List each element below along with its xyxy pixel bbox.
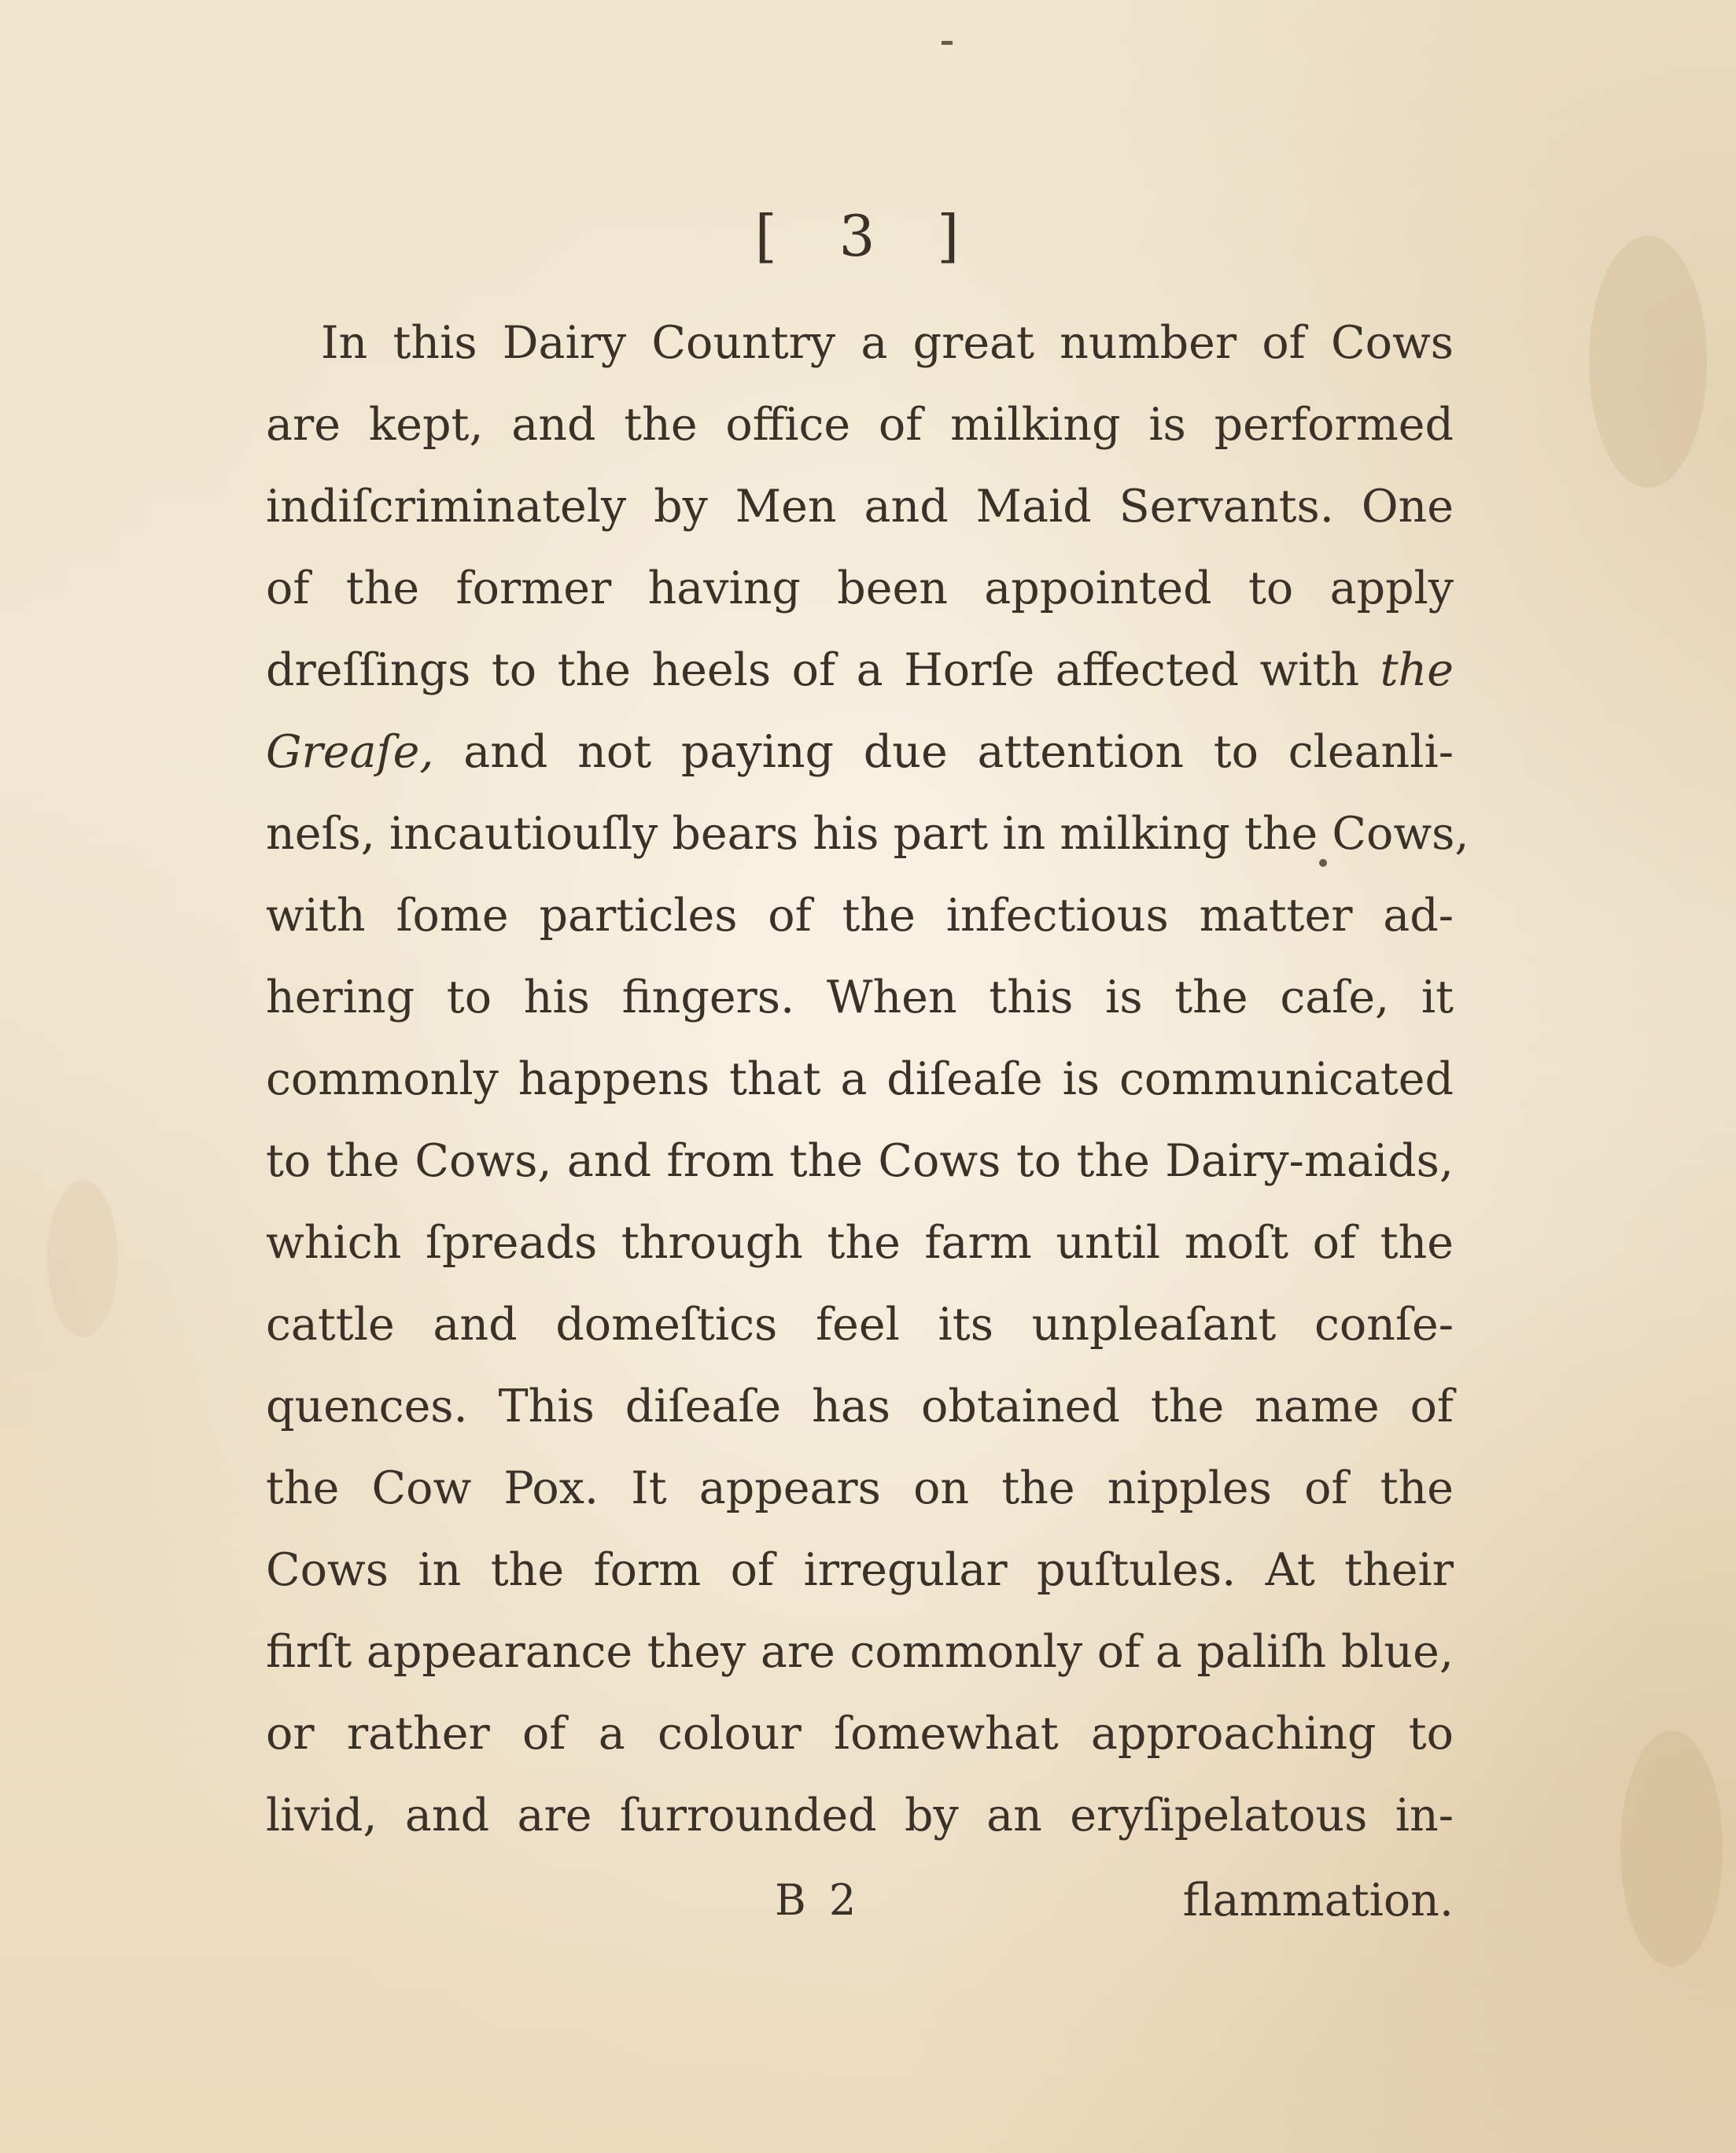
text-line (266, 631, 1454, 710)
text-line: quences. This diſeaſe has obtained the name of (266, 1381, 1454, 1432)
italic-word: the (1380, 644, 1454, 696)
catchword: flammation. (1182, 1875, 1454, 1926)
text-line: hering to his fingers. When this is the caſe, it (266, 971, 1454, 1023)
text-line: indiſcriminately by Men and Maid Servants. One (266, 481, 1454, 533)
stain (47, 1180, 118, 1337)
text-line: commonly happens that a diſeaſe is communicated (266, 1053, 1454, 1105)
text-line: which ſpreads through the farm until moſt of the (266, 1217, 1454, 1269)
text-line: neſs, incautiouſly bears his part in milking the Cows, (266, 808, 1469, 860)
text-line: or rather of a colour ſomewhat approaching to (266, 1708, 1454, 1760)
ink-speck (942, 41, 953, 45)
stain (1620, 1731, 1723, 1967)
italic-word: Greaſe, (266, 726, 434, 778)
text-line: with ſome particles of the infectious matter ad- (266, 890, 1454, 942)
text-line: cattle and domeſtics feel its unpleaſant conſe- (266, 1299, 1454, 1351)
running-head: [ 3 ] (754, 203, 982, 269)
text-segment: and not paying due attention to cleanli- (433, 726, 1454, 778)
text-line (266, 713, 1454, 791)
text-line: to the Cows, and from the Cows to the Dairy-maids, (266, 1135, 1454, 1187)
text-segment: dreſſings to the heels of a Horſe affected with (266, 644, 1380, 696)
text-line: In this Dairy Country a great number of Cows (321, 317, 1454, 369)
text-line: of the former having been appointed to apply (266, 562, 1454, 614)
text-line: firſt appearance they are commonly of a paliſh blue, (266, 1626, 1454, 1678)
signature-mark: B 2 (775, 1875, 861, 1925)
text-line: are kept, and the office of milking is performed (266, 399, 1454, 451)
text-line: Cows in the form of irregular puſtules. At their (266, 1544, 1454, 1596)
stain (1589, 236, 1707, 488)
text-line: the Cow Pox. It appears on the nipples of the (266, 1462, 1454, 1514)
text-line: livid, and are ſurrounded by an eryſipelatous in- (266, 1790, 1454, 1841)
